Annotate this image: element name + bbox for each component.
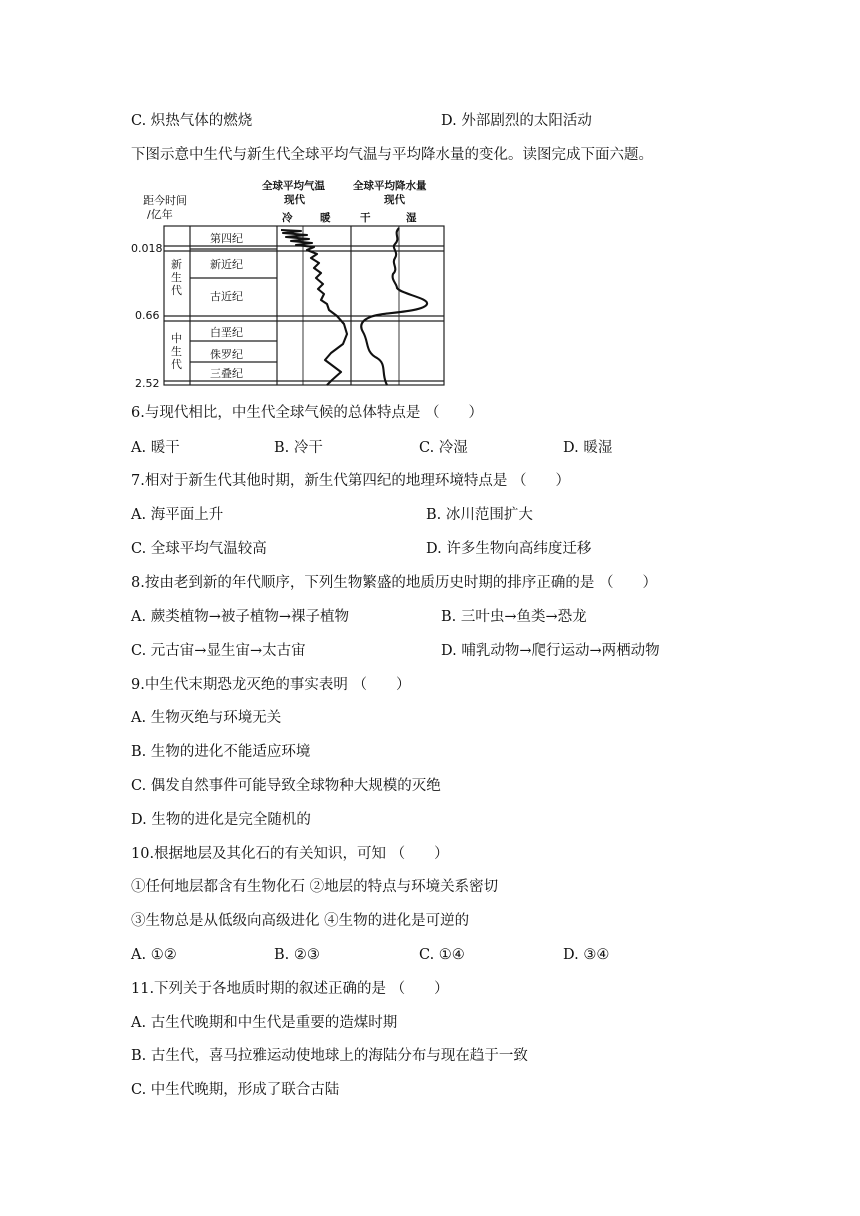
question-8-option-c[interactable]: C. 元古宙→显生宙→太古宙 [131,643,306,659]
tick-252: 2.52 [135,377,160,390]
question-9-stem: 9.中生代末期恐龙灭绝的事实表明 （ ） [131,677,411,693]
question-11-stem: 11.下列关于各地质时期的叙述正确的是 （ ） [131,981,449,997]
temperature-curve [281,230,347,385]
question-10-option-c[interactable]: C. ①④ [419,947,465,963]
question-6-option-d[interactable]: D. 暖湿 [563,440,613,456]
period-cretaceous: 白垩纪 [210,326,243,339]
question-10-stem: 10.根据地层及其化石的有关知识，可知 （ ） [131,846,449,862]
question-10-option-b[interactable]: B. ②③ [274,947,320,963]
question-6-option-b[interactable]: B. 冷干 [274,440,323,456]
period-triassic: 三叠纪 [210,367,243,380]
geologic-climate-figure [131,176,451,390]
question-7-option-b[interactable]: B. 冰川范围扩大 [426,507,533,523]
time-header-2: /亿年 [147,208,173,221]
question-6-option-a[interactable]: A. 暖干 [131,440,180,456]
question-9-option-a[interactable]: A. 生物灭绝与环境无关 [131,710,282,726]
question-9-option-c[interactable]: C. 偶发自然事件可能导致全球物种大规模的灭绝 [131,778,441,794]
question-10-statements-1: ①任何地层都含有生物化石 ②地层的特点与环境关系密切 [131,879,499,895]
precip-wet: 湿 [406,212,417,224]
question-11-option-b[interactable]: B. 古生代，喜马拉雅运动使地球上的海陆分布与现在趋于一致 [131,1048,528,1064]
question-10-option-d[interactable]: D. ③④ [563,947,610,963]
temp-warm: 暖 [320,212,331,224]
question-8-option-b[interactable]: B. 三叶虫→鱼类→恐龙 [441,609,587,625]
figure-intro: 下图示意中生代与新生代全球平均气温与平均降水量的变化。读图完成下面六题。 [131,147,653,163]
question-9-option-b[interactable]: B. 生物的进化不能适应环境 [131,744,311,760]
era-cenozoic-3: 代 [171,284,182,297]
prev-option-c: C. 炽热气体的燃烧 [131,113,253,129]
question-8-option-a[interactable]: A. 蕨类植物→被子植物→裸子植物 [131,609,349,625]
prev-option-d: D. 外部剧烈的太阳活动 [441,113,592,129]
era-mesozoic-1: 中 [171,332,182,345]
precip-header: 全球平均降水量 [353,180,427,192]
question-11-option-c[interactable]: C. 中生代晚期，形成了联合古陆 [131,1082,340,1098]
precip-dry: 干 [360,212,371,224]
question-6-option-c[interactable]: C. 冷湿 [419,440,468,456]
era-mesozoic-2: 生 [171,345,182,358]
question-9-option-d[interactable]: D. 生物的进化是完全随机的 [131,812,311,828]
precip-modern: 现代 [384,194,405,206]
question-7-option-c[interactable]: C. 全球平均气温较高 [131,541,267,557]
period-paleogene: 古近纪 [210,290,243,303]
period-jurassic: 侏罗纪 [210,348,243,361]
question-8-stem: 8.按由老到新的年代顺序，下列生物繁盛的地质历史时期的排序正确的是 （ ） [131,575,657,591]
question-6-stem: 6.与现代相比，中生代全球气候的总体特点是 （ ） [131,405,483,421]
tick-0018: 0.018 [131,242,163,255]
era-cenozoic-1: 新 [171,258,182,271]
era-mesozoic-3: 代 [171,358,182,371]
time-header-1: 距今时间 [143,194,187,207]
question-7-stem: 7.相对于新生代其他时期，新生代第四纪的地理环境特点是 （ ） [131,473,570,489]
question-10-option-a[interactable]: A. ①② [131,947,177,963]
question-7-option-a[interactable]: A. 海平面上升 [131,507,224,523]
question-11-option-a[interactable]: A. 古生代晚期和中生代是重要的造煤时期 [131,1015,398,1031]
period-quaternary: 第四纪 [210,232,243,245]
question-7-option-d[interactable]: D. 许多生物向高纬度迁移 [426,541,592,557]
temp-cold: 冷 [282,212,293,224]
question-8-option-d[interactable]: D. 哺乳动物→爬行运动→两栖动物 [441,643,660,659]
tick-066: 0.66 [135,309,160,322]
temp-header: 全球平均气温 [262,180,325,192]
temp-modern: 现代 [284,194,305,206]
period-neogene: 新近纪 [210,258,243,271]
era-cenozoic-2: 生 [171,271,182,284]
question-10-statements-2: ③生物总是从低级向高级进化 ④生物的进化是可逆的 [131,913,470,929]
